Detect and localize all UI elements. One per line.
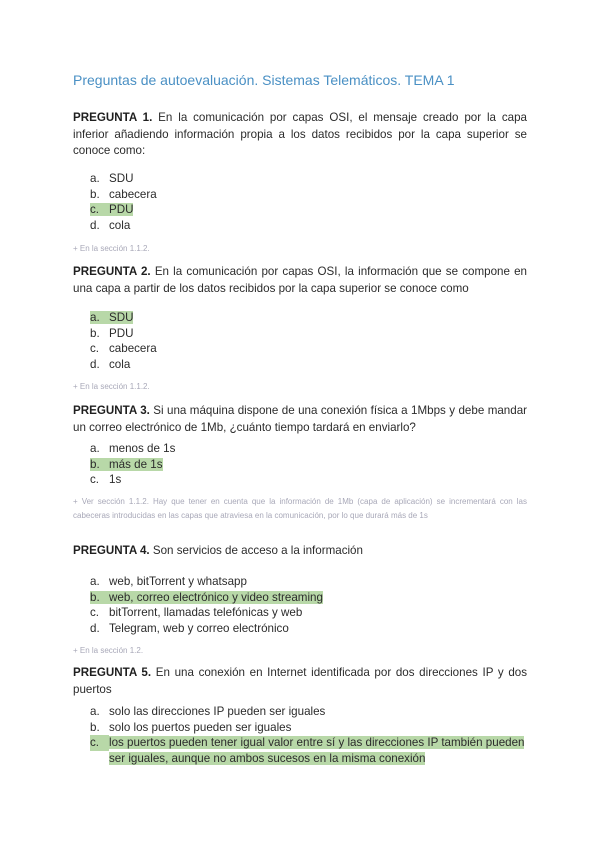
option-3a: a. menos de 1s bbox=[90, 442, 176, 455]
note-3: + Ver sección 1.1.2. Hay que tener en cuenta que la información de 1Mb (capa de aplicación) se incrementará con las cabeceras introducidas en las capas que atraviesa en la comunicación, por lo que durará más de 1s bbox=[73, 497, 527, 520]
note-2: + En la sección 1.1.2. bbox=[73, 382, 150, 391]
option-5a: a. solo las direcciones IP pueden ser iguales bbox=[90, 705, 326, 718]
note-1: + En la sección 1.1.2. bbox=[73, 244, 150, 253]
options-1 bbox=[90, 171, 157, 233]
option-1c-correct: c. PDU bbox=[90, 203, 134, 217]
question-label: PREGUNTA 3. bbox=[73, 404, 150, 417]
option-2b: b. PDU bbox=[90, 326, 134, 340]
question-label: PREGUNTA 4. bbox=[73, 544, 150, 557]
option-4a: a. web, bitTorrent y whatsapp bbox=[90, 575, 247, 588]
question-text: Si una máquina dispone de una conexión física a 1Mbps y debe mandar un correo electrónico de 1Mb, ¿cuánto tiempo tardará en enviarlo? bbox=[73, 404, 528, 434]
option-2a-correct: a. SDU bbox=[90, 311, 134, 324]
question-text: En una conexión en Internet identificada por dos direcciones IP y dos puertos bbox=[73, 666, 528, 696]
option-2c: c. cabecera bbox=[90, 342, 157, 356]
options-5 bbox=[90, 704, 527, 766]
option-1a: a. SDU bbox=[90, 172, 134, 185]
option-1d: d. cola bbox=[90, 218, 131, 232]
question-label: PREGUNTA 5. bbox=[73, 666, 152, 679]
option-4b-correct: b. web, correo electrónico y video streaming bbox=[90, 590, 323, 604]
question-label: PREGUNTA 1. bbox=[73, 111, 153, 124]
note-4: + En la sección 1.2. bbox=[73, 646, 144, 655]
question-4 bbox=[73, 543, 527, 560]
option-4c: c. bitTorrent, llamadas telefónicas y web bbox=[90, 606, 303, 620]
option-4d: d. Telegram, web y correo electrónico bbox=[90, 621, 289, 635]
option-5c-correct: c. los puertos pueden tener igual valor entre sí y las direcciones IP también pueden ser iguales, aunque no ambos sucesos en la misma conexión bbox=[90, 736, 525, 765]
option-5b: b. solo los puertos pueden ser iguales bbox=[90, 720, 292, 734]
question-text: Son servicios de acceso a la información bbox=[149, 544, 363, 557]
question-1 bbox=[73, 110, 527, 160]
question-2 bbox=[73, 264, 527, 297]
options-2 bbox=[90, 310, 157, 372]
option-3b-correct: b. más de 1s bbox=[90, 457, 163, 471]
option-1b: b. cabecera bbox=[90, 187, 157, 201]
options-3 bbox=[90, 441, 175, 488]
question-label: PREGUNTA 2. bbox=[73, 265, 151, 278]
question-text: En la comunicación por capas OSI, la información que se compone en una capa a partir de los datos recibidos por la capa superior se conoce como bbox=[73, 265, 527, 295]
question-3 bbox=[73, 403, 527, 436]
page-title: Preguntas de autoevaluación. Sistemas Telemáticos. TEMA 1 bbox=[73, 72, 455, 88]
option-2d: d. cola bbox=[90, 357, 131, 371]
option-3c: c. 1s bbox=[90, 473, 122, 487]
question-text: En la comunicación por capas OSI, el mensaje creado por la capa inferior añadiendo información propia a los datos recibidos por la capa superior se conoce como: bbox=[73, 111, 527, 157]
question-5 bbox=[73, 665, 527, 698]
options-4 bbox=[90, 574, 323, 636]
